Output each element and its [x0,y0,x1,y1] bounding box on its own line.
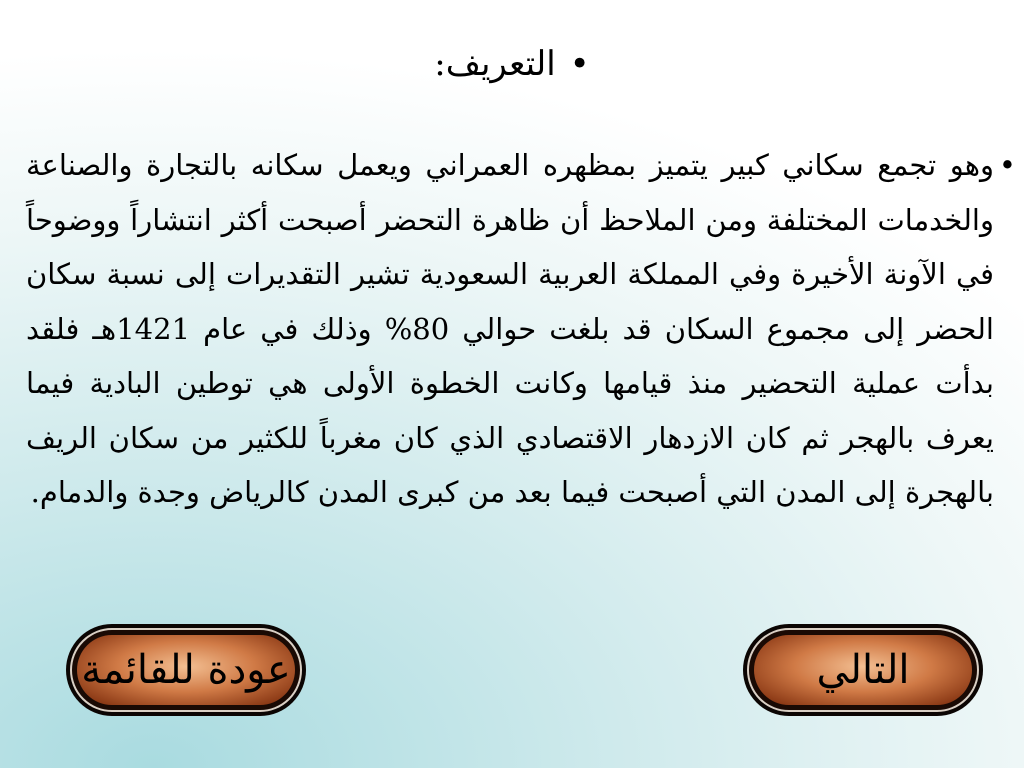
definition-paragraph-block [26,138,1016,520]
back-to-menu-button[interactable] [66,624,306,716]
next-button[interactable] [743,624,983,716]
slide-title: التعريف: [434,44,556,84]
paragraph-bullet-icon: • [998,148,1016,182]
next-button-face [754,635,972,705]
next-button-ring [747,628,979,712]
slide-title-line [0,44,1024,84]
back-to-menu-button-ring [70,628,302,712]
back-to-menu-label: عودة للقائمة [81,647,291,693]
title-bullet-icon: • [569,44,590,84]
definition-paragraph: وهو تجمع سكاني كبير يتميز بمظهره العمراني ويعمل سكانه بالتجارة والصناعة والخدمات المختلفة ومن الملاحظ أن ظاهرة التحضر أصبحت أكثر انتشاراً ووضوحاً في الآونة الأخيرة وفي المملكة العربية السعودية تشير التقديرات إلى نسبة سكان الحضر إلى مجموع السكان قد بلغت حوالي 80% وذلك في عام 1421هـ فلقد بدأت عملية التحضير منذ قيامها وكانت الخطوة الأولى هي توطين البادية فيما يعرف بالهجر ثم كان الازدهار الاقتصادي الذي كان مغرباً للكثير من سكان الريف بالهجرة إلى المدن التي أصبحت فيما بعد من كبرى المدن كالرياض وجدة والدمام. [26,148,994,509]
next-label: التالي [816,647,910,693]
back-to-menu-button-face [77,635,295,705]
